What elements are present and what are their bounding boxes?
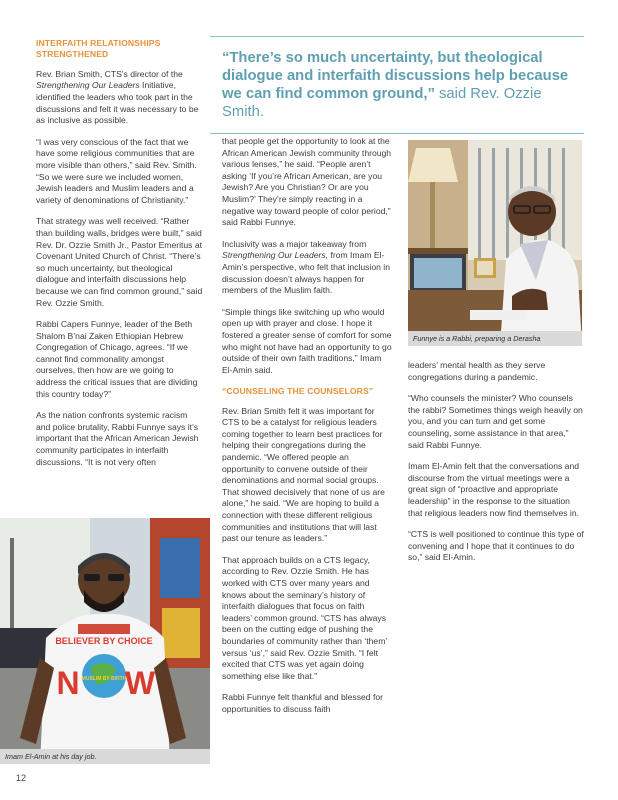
imam-photo [0, 518, 210, 764]
section-heading-interfaith: INTERFAITH RELATIONSHIPS STRENGTHENED [36, 38, 161, 60]
page-number: 12 [16, 773, 27, 783]
paragraph: Rev. Brian Smith felt it was important for CTS to be a catalyst for religious leaders coming together to learn best practices for helping their congregations during the pandemic. “We offered people an opportunity to convene outside of their denominations and normal social groups. That showed decisively that none of us are alone,” he said. “We are hoping to build a connection with these different religious communities and institutions that will last past our tenure as leaders.” [222, 405, 385, 544]
paragraph: Inclusivity was a major takeaway from Strengthening Our Leaders, from Imam El-Amin’s perspective, who felt that inclusion in discussion doesn’t always happen for members of the Muslim faith. [222, 238, 390, 296]
paragraph: “Who counsels the minister? Who counsels the rabbi? Sometimes things weigh heavily on you, and you can turn and get some counseling, some assistance in that area,” said Rabbi Funnye. [408, 393, 583, 450]
paragraph: “Simple things like switching up who would open up with prayer and close. I hope it fostered a greater sense of comfort for some who might not have had an opportunity to go outside of their own faith traditions,” Imam El-Amin said. [222, 306, 392, 375]
paragraph: That strategy was well received. “Rather than building walls, bridges were built,” said Rev. Dr. Ozzie Smith Jr., Pastor Emeritus at Covenant United Church of Christ. “There’s so much uncertainty, but theological dialogue and interfaith discussions help because we can find common ground,” said Rev. Ozzie Smith. [36, 216, 203, 308]
pull-quote-attribution: said Rev. Ozzie Smith. [222, 86, 542, 120]
shirt-globe-text: MUSLIM BY BIRTH [81, 676, 127, 682]
section-heading-counseling: “COUNSELING THE COUNSELORS” [222, 386, 374, 397]
paragraph: that people get the opportunity to look at the African American Jewish community through various lenses,” he said. “People aren’t asking ‘If you’re African American, are you Jewish? Are you Christian? Or are you Muslim?’ They’re simply reacting in a negative way toward people of color period,” said Rabbi Funnye. [222, 136, 392, 228]
paragraph: Rabbi Capers Funnye, leader of the Beth Shalom B’nai Zaken Ethiopian Hebrew Congregation of Chicago, agrees. “If we cannot find commonality amongst ourselves, then how are we going to address the critical issues that are dividing this country today?” [36, 319, 198, 399]
shirt-letter-left: N [56, 665, 80, 701]
paragraph: As the nation confronts systemic racism and police brutality, Rabbi Funnye says it’s important that the African American Jewish community participates in interfaith discussions. “It is not very often [36, 410, 199, 467]
paragraph: That approach builds on a CTS legacy, according to Rev. Ozzie Smith. He has worked with CTS over many years and knows about the seminary’s history of interfaith dialogues that focus on faith leaders’ common ground. “CTS has always been on the cutting edge of pushing the boundaries of community rather than ‘them’ versus ‘us’,” said Rev. Ozzie Smith. “I felt excited that CTS was yet again doing something else like that.” [222, 554, 387, 681]
pull-quote-text: “There’s so much uncertainty, but theological dialogue and interfaith discussions help because we can find common ground,” [222, 50, 569, 102]
paragraph: leaders’ mental health as they serve congregations during a pandemic. [408, 360, 546, 382]
left-column [36, 38, 204, 478]
paragraph: Imam El-Amin felt that the conversations and discourse from the virtual meetings were a great sign of “proactive and appropriate leadership” in the response to the situation that religious leaders now find themselves in. [408, 461, 580, 518]
imam-photo-caption: Imam El-Amin at his day job. [0, 749, 210, 764]
pull-quote [210, 36, 584, 134]
middle-column [222, 136, 392, 726]
shirt-letter-right: W [124, 665, 156, 701]
paragraph: Rev. Brian Smith, CTS’s director of the Strengthening Our Leaders Initiative, identified the leaders who took part in the discussions and felt it was necessary to be as inclusive as possible. [36, 68, 199, 126]
right-column [408, 360, 584, 574]
rabbi-photo-caption: Funnye is a Rabbi, preparing a Derasha [408, 331, 582, 346]
shirt-text-top: BELIEVER BY CHOICE [55, 636, 153, 646]
paragraph: Rabbi Funnye felt thankful and blessed for opportunities to discuss faith [222, 692, 383, 714]
rabbi-photo-illustration [408, 140, 582, 346]
paragraph: “CTS is well positioned to continue this type of convening and I hope that it continues to do so,” said El-Amin. [408, 529, 584, 563]
paragraph: “I was very conscious of the fact that we have some religious communities that are more visible than others,” said Rev. Smith. “So we were sure we included women, Jewish leaders and Muslim leaders and a variety of denominations of Christianity.” [36, 136, 197, 205]
imam-photo-illustration [0, 518, 210, 764]
rabbi-photo [408, 140, 582, 346]
